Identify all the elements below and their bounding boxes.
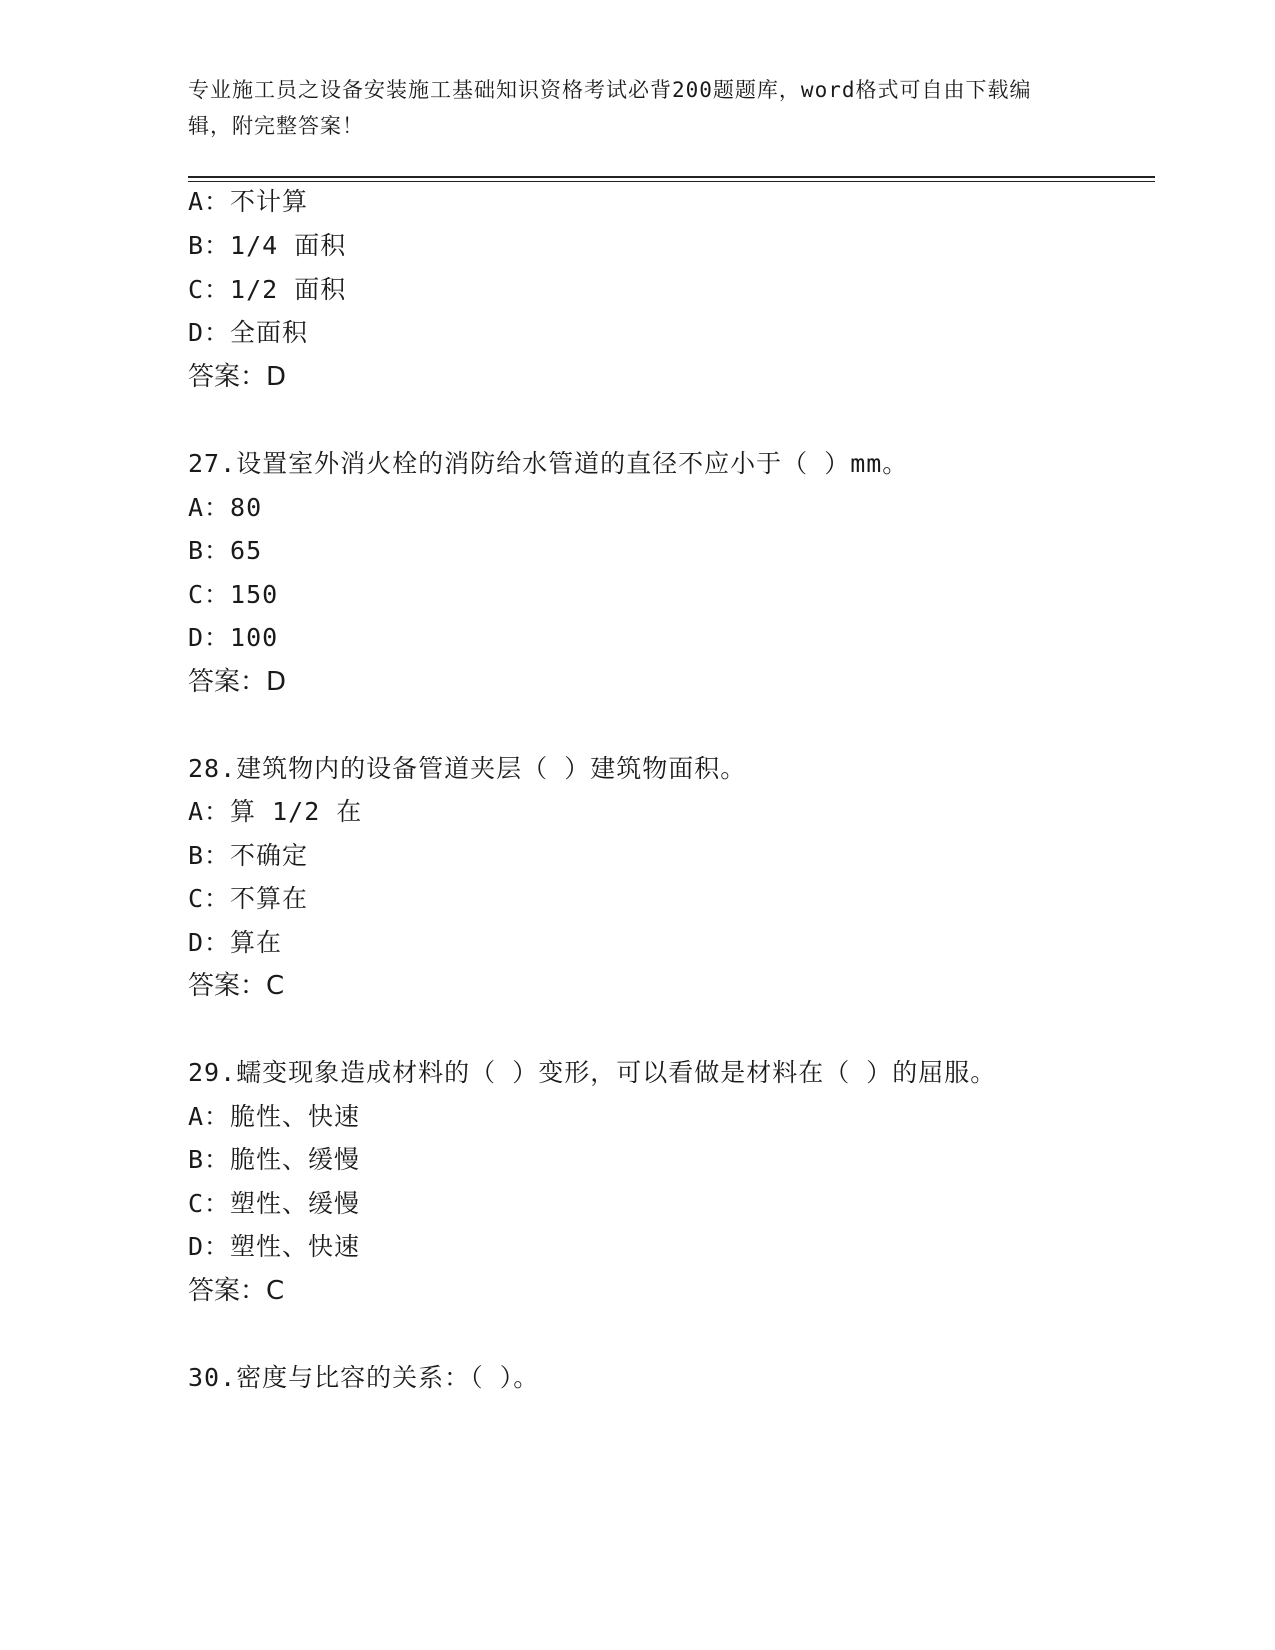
option-d: D：算在 [188, 928, 283, 957]
header-divider [188, 176, 1155, 182]
option-c: C：150 [188, 580, 279, 609]
option-a: A：不计算 [188, 187, 309, 216]
answer: 答案：D [188, 667, 287, 697]
option-b: B：65 [188, 536, 263, 565]
question-stem: 30.密度与比容的关系：（ ）。 [188, 1363, 540, 1392]
option-d: D：全面积 [188, 318, 309, 347]
option-a: A：脆性、快速 [188, 1102, 361, 1131]
document-title: 专业施工员之设备安装施工基础知识资格考试必背200题题库，word格式可自由下载编辑，附完整答案！ [188, 78, 1032, 138]
option-a: A：算 1/2 在 [188, 797, 363, 826]
option-a: A：80 [188, 493, 263, 522]
option-c: C：1/2 面积 [188, 275, 347, 304]
option-b: B：1/4 面积 [188, 231, 347, 260]
option-b: B：脆性、缓慢 [188, 1145, 361, 1174]
option-b: B：不确定 [188, 841, 309, 870]
answer: 答案：C [188, 971, 285, 1001]
question-stem: 27.设置室外消火栓的消防给水管道的直径不应小于（ ）mm。 [188, 449, 909, 478]
option-c: C：塑性、缓慢 [188, 1189, 361, 1218]
answer: 答案：D [188, 362, 287, 392]
option-c: C：不算在 [188, 884, 309, 913]
question-stem: 29.蠕变现象造成材料的（ ）变形，可以看做是材料在（ ）的屈服。 [188, 1058, 997, 1087]
question-stem: 28.建筑物内的设备管道夹层（ ）建筑物面积。 [188, 754, 747, 783]
option-d: D：塑性、快速 [188, 1232, 361, 1261]
answer: 答案：C [188, 1276, 285, 1306]
option-d: D：100 [188, 623, 279, 652]
